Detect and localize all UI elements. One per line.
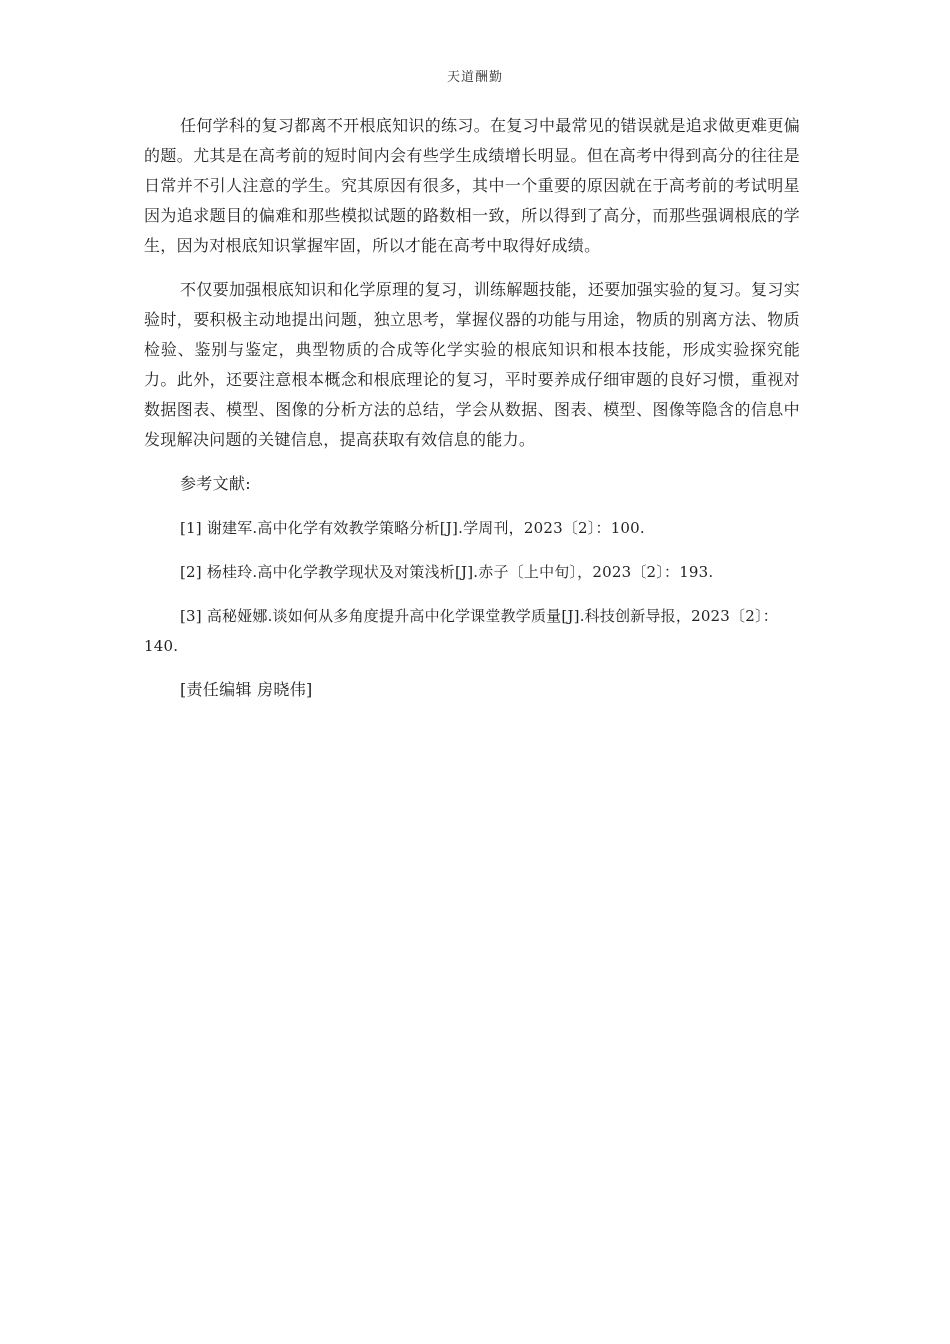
article-body xyxy=(144,111,800,719)
references-heading: 参考文献: xyxy=(180,474,251,493)
running-header: 天道酬勤 xyxy=(446,70,503,85)
reference-item-2: [2] 杨桂玲.高中化学教学现状及对策浅析[J].赤子〔上中旬〕，2023〔2〕：193. xyxy=(180,563,714,581)
reference-item-3: [3] 高秘娅娜.谈如何从多角度提升高中化学课堂教学质量[J].科技创新导报，2023〔2〕：140. xyxy=(144,607,778,655)
responsible-editor: [责任编辑 房晓伟] xyxy=(180,680,313,699)
body-paragraph-2: 不仅要加强根底知识和化学原理的复习，训练解题技能，还要加强实验的复习。复习实验时，要积极主动地提出问题，独立思考，掌握仪器的功能与用途，物质的别离方法、物质检验、鉴别与鉴定，典型物质的合成等化学实验的根底知识和根本技能，形成实验探究能力。此外，还要注意根本概念和根底理论的复习，平时要养成仔细审题的良好习惯，重视对数据图表、模型、图像的分析方法的总结，学会从数据、图表、模型、图像等隐含的信息中发现解决问题的关键信息，提高获取有效信息的能力。 xyxy=(144,280,800,449)
reference-item-1: [1] 谢建军.高中化学有效教学策略分析[J].学周刊，2023〔2〕：100. xyxy=(180,519,645,537)
body-paragraph-1: 任何学科的复习都离不开根底知识的练习。在复习中最常见的错误就是追求做更难更偏的题。尤其是在高考前的短时间内会有些学生成绩增长明显。但在高考中得到高分的往往是日常并不引人注意的学生。究其原因有很多，其中一个重要的原因就在于高考前的考试明星因为追求题目的偏难和那些模拟试题的路数相一致，所以得到了高分，而那些强调根底的学生，因为对根底知识掌握牢固，所以才能在高考中取得好成绩。 xyxy=(144,116,800,255)
